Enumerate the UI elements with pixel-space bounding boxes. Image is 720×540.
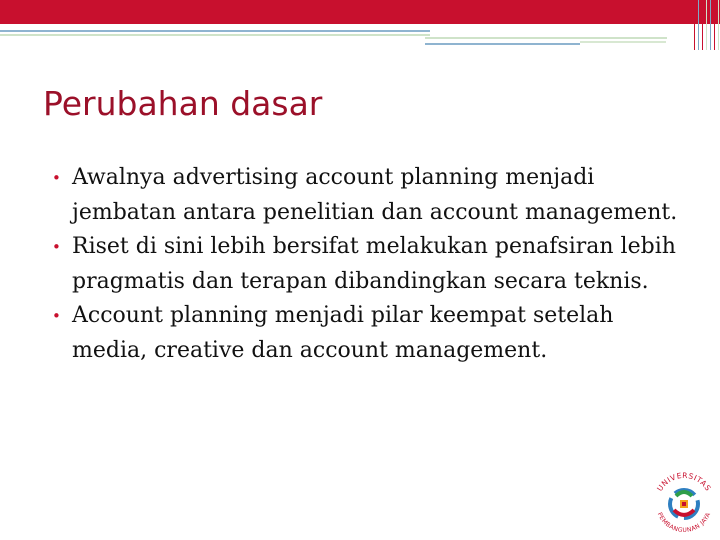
- bullet-dot-icon: •: [52, 307, 61, 325]
- slide-title: Perubahan dasar: [43, 84, 323, 123]
- bullet-item: [52, 161, 692, 230]
- university-seal-icon: [648, 466, 720, 538]
- bullet-text: Riset di sini lebih bersifat melakukan penafsiran lebih pragmatis dan terapan dibandingkan secara teknis.: [72, 234, 676, 294]
- bullet-dot-icon: •: [52, 169, 61, 187]
- svg-text:PEMBANGUNAN JAYA: PEMBANGUNAN JAYA: [655, 511, 713, 535]
- bullet-dot-icon: •: [52, 238, 61, 256]
- bullet-list: [52, 161, 692, 368]
- bullet-item: [52, 299, 692, 368]
- bullet-text: Awalnya advertising account planning menjadi jembatan antara penelitian dan account management.: [72, 165, 678, 225]
- top-accent-lines: [0, 24, 720, 50]
- svg-text:UNIVERSITAS: UNIVERSITAS: [655, 470, 713, 493]
- bullet-text: Account planning menjadi pilar keempat setelah media, creative dan account management.: [72, 303, 614, 363]
- top-red-band: [0, 0, 720, 24]
- bullet-item: [52, 230, 692, 299]
- right-edge-stripes: [694, 0, 720, 50]
